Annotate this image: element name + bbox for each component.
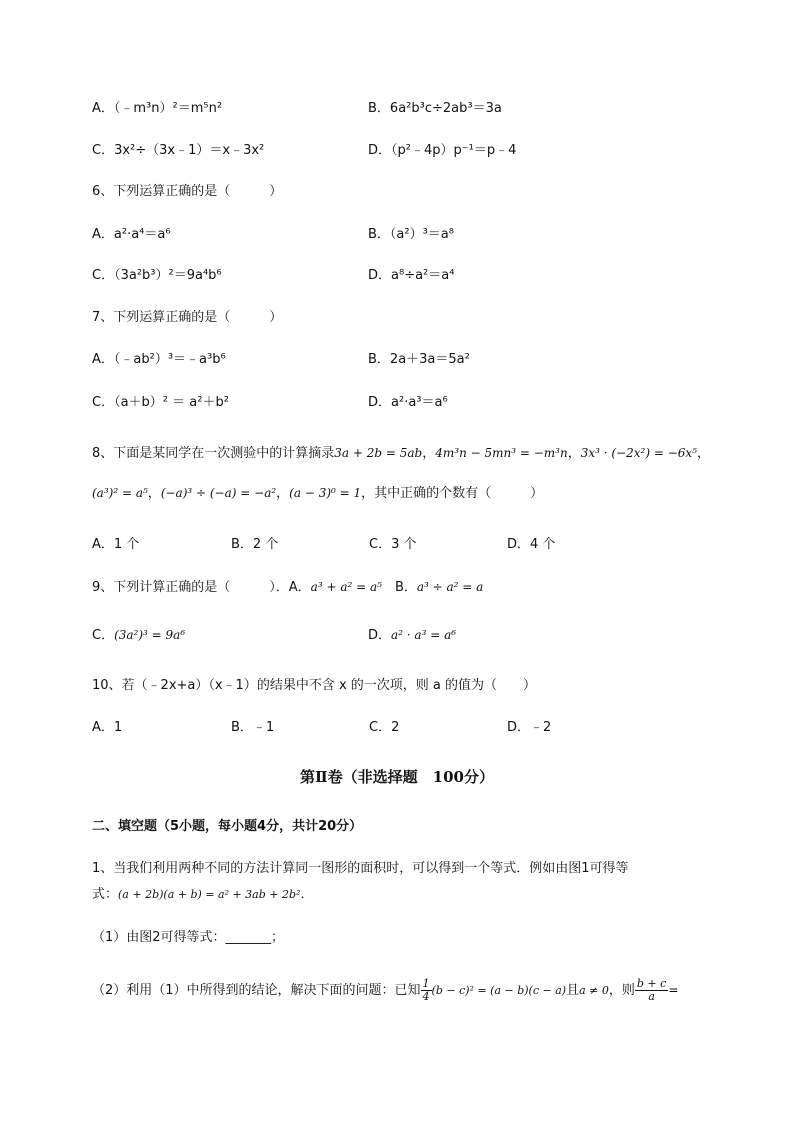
q5-option-c: C．3x²÷（3x﹣1）＝x﹣3x² — [92, 143, 265, 158]
fill1-line2-suffix: ． — [300, 887, 314, 902]
q8-expr-5: (−a)³ ÷ (−a) = −a² — [160, 486, 277, 500]
q8-expr-2: 4m³n − 5mn³ = −m³n — [435, 446, 568, 460]
q8-sep-1: ， — [422, 446, 436, 461]
q6-option-b: B．（a²）³＝a⁸ — [368, 227, 454, 242]
q10-option-b: B．﹣1 — [231, 720, 275, 735]
q5-option-d: D．（p²﹣4p）p⁻¹＝p﹣4 — [368, 143, 517, 158]
q9-option-c-expr: (3a²)³ = 9a⁶ — [114, 628, 186, 642]
q8-expr-4: (a³)² = a⁵ — [92, 486, 148, 500]
q8-option-b: B．2 个 — [231, 537, 279, 552]
q9-option-b-label: B． — [381, 580, 417, 595]
fill1-line2-prefix: 式： — [92, 887, 119, 902]
q5-option-b: B．6a²b³c÷2ab³＝3a — [368, 101, 502, 116]
fraction-denominator: 4 — [422, 990, 430, 1003]
fill1-part2 — [92, 978, 678, 1003]
fill1-line2 — [92, 886, 313, 904]
q8-stem-line1 — [92, 444, 710, 463]
q8-option-c: C．3 个 — [369, 537, 417, 552]
q8-stem-prefix: 8、下面是某同学在一次测验中的计算摘录 — [92, 446, 335, 461]
fraction-numerator: b + c — [636, 977, 667, 990]
q8-stem-suffix: ，其中正确的个数有（ ） — [361, 486, 544, 501]
fill1-line1: 1、当我们利用两种不同的方法计算同一图形的面积时，可以得到一个等式．例如由图1可得等 — [92, 861, 629, 876]
q9-stem-line — [92, 578, 483, 597]
q8-expr-3: 3x³ · (−2x²) = −6x⁵ — [580, 446, 697, 460]
q9-option-b-expr: a³ ÷ a² = a — [416, 580, 484, 594]
q6-stem: 6、下列运算正确的是（ ） — [92, 184, 283, 199]
q8-sep-3: ， — [696, 446, 710, 461]
fill1-part2-condition: a ≠ 0 — [579, 984, 609, 997]
q8-expr-1: 3a + 2b = 5ab — [334, 446, 423, 460]
q8-expr-6: (a − 3)⁰ = 1 — [289, 486, 362, 500]
q7-stem: 7、下列运算正确的是（ ） — [92, 310, 283, 325]
q9-option-d — [368, 626, 456, 645]
q9-option-d-label: D． — [368, 628, 392, 643]
q6-option-a: A．a²·a⁴＝a⁶ — [92, 227, 171, 242]
q9-option-d-expr: a² · a³ = a⁶ — [391, 628, 457, 642]
q10-stem: 10、若（﹣2x+a）（x﹣1）的结果中不含 x 的一次项，则 a 的值为（ ） — [92, 678, 537, 693]
fill1-part2-prefix: （2）利用（1）中所得到的结论，解决下面的问题：已知 — [92, 983, 421, 998]
q9-option-a-expr: a³ + a² = a⁵ — [310, 580, 382, 594]
q7-option-b: B．2a＋3a＝5a² — [368, 352, 470, 367]
q9-option-c-label: C． — [92, 628, 115, 643]
q8-sep-4: ， — [147, 486, 161, 501]
fill1-part2-then: ，则 — [608, 983, 635, 998]
q8-sep-5: ， — [276, 486, 290, 501]
section-heading: 二、填空题（5小题，每小题4分，共计20分） — [92, 819, 363, 834]
q5-option-a: A．（﹣m³n）²＝m⁵n² — [92, 101, 223, 116]
fill1-part2-equals: = — [668, 983, 679, 997]
section-title: 第Ⅱ卷（非选择题 100分） — [300, 768, 494, 786]
fill1-part2-expr: (b − c)² = (a − b)(c − a) — [431, 984, 567, 997]
q8-stem-line2 — [92, 484, 543, 503]
fill1-part2-fraction — [421, 978, 432, 1003]
q9-stem: 9、下列计算正确的是（ ）．A． — [92, 580, 311, 595]
q7-option-d: D．a²·a³＝a⁶ — [368, 395, 448, 410]
q8-option-a: A．1 个 — [92, 537, 140, 552]
fill1-line2-expr: (a + 2b)(a + b) = a² + 3ab + 2b² — [118, 888, 301, 901]
q7-option-c: C．（a＋b）² ＝ a²＋b² — [92, 395, 229, 410]
q10-option-d: D．﹣2 — [507, 720, 552, 735]
q8-option-d: D．4 个 — [507, 537, 556, 552]
q10-option-a: A．1 — [92, 720, 123, 735]
fraction-denominator: a — [648, 990, 655, 1003]
q8-sep-2: ， — [567, 446, 581, 461]
fill1-part2-fraction-2 — [635, 978, 668, 1003]
q6-option-d: D．a⁸÷a²＝a⁴ — [368, 268, 455, 283]
q6-option-c: C．（3a²b³）²＝9a⁴b⁶ — [92, 268, 222, 283]
fill1-part1: （1）由图2可得等式：_______； — [92, 930, 285, 945]
fill1-part2-mid: 且 — [566, 983, 580, 998]
q10-option-c: C．2 — [369, 720, 400, 735]
fraction-numerator: 1 — [422, 977, 430, 990]
q9-option-c — [92, 626, 185, 645]
q7-option-a: A．（﹣ab²）³＝﹣a³b⁶ — [92, 352, 226, 367]
